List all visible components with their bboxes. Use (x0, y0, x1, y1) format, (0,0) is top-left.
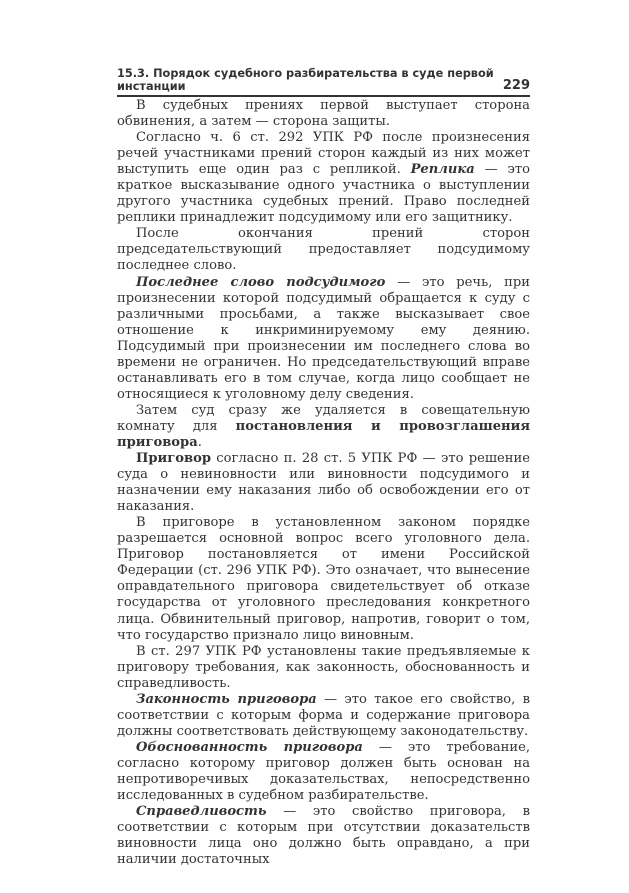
term-last-word: Последнее слово подсудимого (136, 274, 386, 290)
term-legality: Законность приговора (136, 691, 317, 707)
chapter-title: 15.3. Порядок судебного разбирательства в суде первой инстанции (117, 67, 494, 93)
term-validity: Обоснованность приговора (136, 739, 363, 755)
paragraph: После окончания прений сторон председательствующий предоставляет подсудимому последнее слово. (117, 226, 530, 274)
term-verdict: Приговор (136, 451, 211, 467)
paragraph: Приговор согласно п. 28 ст. 5 УПК РФ — это решение суда о невиновности или виновности подсудимого и назначении ему наказания либо об освобождении его от наказания. (117, 451, 530, 515)
paragraph: В приговоре в установленном законом порядке разрешается основной вопрос всего уголовного дела. Приговор постановляется от имени Российской Федерации (ст. 296 УПК РФ). Это означает, что вынесение оправдательного приговора свидетельствует об отказе государства от уголовного преследования конкретного лица. Обвинительный приговор, напротив, говорит о том, что государство признало лицо виновным. (117, 515, 530, 643)
paragraph: Затем суд сразу же удаляется в совещательную комнату для постановления и провозглашения приговора. (117, 402, 531, 450)
bold-phrase: постановления и провозглашения приговора (117, 418, 531, 450)
page-body (117, 98, 530, 868)
paragraph: Согласно ч. 6 ст. 292 УПК РФ после произнесения речей участниками прений сторон каждый из них может выступить еще один раз с репликой. Реплика — это краткое высказывание одного участника о выступлении другого участника судебных прений. Право последней реплики принадлежит подсудимому или его защитнику. (117, 130, 530, 226)
paragraph: В судебных прениях первой выступает сторона обвинения, а затем — сторона защиты. (117, 98, 530, 130)
term-fairness: Справедливость (136, 804, 267, 820)
paragraph: В ст. 297 УПК РФ установлены такие предъявляемые к приговору требования, как законность, обоснованность и справедливость. (117, 643, 530, 691)
paragraph: Обоснованность приговора — это требование, согласно которому приговор должен быть основан на непротиворечивых доказательствах, непосредственно исследованных в судебном разбирательстве. (117, 739, 530, 804)
running-header (117, 67, 530, 97)
term-replika: Реплика (410, 162, 475, 178)
page-number: 229 (502, 78, 530, 93)
paragraph: Законность приговора — это такое его свойство, в соответствии с которым форма и содержание приговора должны соответствовать действующему законодательству. (117, 691, 530, 739)
paragraph: Последнее слово подсудимого — это речь, при произнесении которой подсудимый обращается к суду с различными просьбами, а также высказывает свое отношение к инкриминируемому ему деянию. Подсудимый при произнесении им последнего слова во времени не ограничен. Но председательствующий вправе останавливать его в том случае, когда лицо сообщает не относящиеся к уголовному делу сведения. (117, 274, 531, 402)
paragraph: Справедливость — это свойство приговора, в соответствии с которым при отсутствии доказательств виновности лица оно должно быть оправдано, а при наличии достаточных (117, 804, 530, 868)
